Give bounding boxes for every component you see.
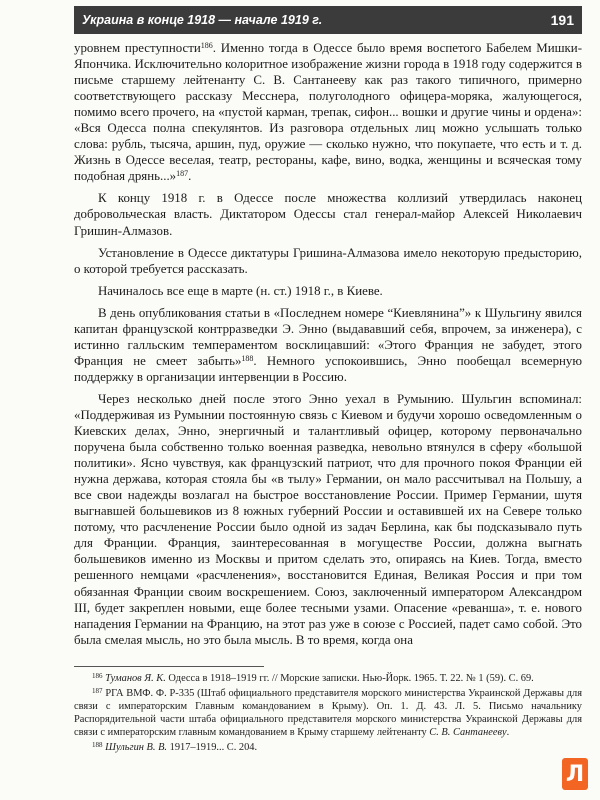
running-title: Украина в конце 1918 — начале 1919 г. bbox=[82, 13, 323, 27]
paragraph-5-text-b: . Немного успокоившись, Энно пообещал всемерную поддержку в организации интервенции в Россию. bbox=[74, 353, 582, 384]
footnote-number: 186 bbox=[92, 672, 103, 680]
footnote-188 bbox=[74, 741, 582, 754]
paragraph-1-text-b: . Именно тогда в Одессе было время воспетого Бабелем Мишки-Япончика. Исключительно колоритное изображение жизни города в 1918 году содержится в письме старшему лейтенанту С. В. Сантанееву как раз такого типичного, примерно соответствующего рассказу Месснера, полуголодного офицера-моряка, жалующегося, помимо всего прочего, на «пустой карман, трепак, сифон... вошки и другие чины и ордена»: «Вся Одесса полна спекулянтов. Из разговора отдельных лиц можно услышать только слова: рубль, тысяча, аршин, пуд, оружие — сколько нужно, что покупаете, что есть и т. д. Жизнь в Одессе веселая, театр, рестораны, кафе, вино, водка, женщины и всяческая тому подобная дрянь...» bbox=[74, 41, 582, 184]
paragraph-2: К концу 1918 г. в Одессе после множества коллизий утвердилась наконец добровольческая власть. Диктатором Одессы стал генерал-майор Алексей Николаевич Гришин-Алмазов. bbox=[74, 191, 582, 238]
publisher-logo-icon: Л bbox=[562, 758, 588, 790]
footnote-number: 188 bbox=[92, 741, 103, 749]
footnote-author: Туманов Я. К. bbox=[105, 673, 166, 684]
footnote-ref-187[interactable]: 187 bbox=[176, 169, 189, 179]
main-text bbox=[74, 40, 582, 648]
paragraph-4: Начиналось все еще в марте (н. ст.) 1918 г., в Киеве. bbox=[98, 283, 383, 298]
footnote-text: Одесса в 1918–1919 гг. // Морские записки. Нью-Йорк. 1965. Т. 22. № 1 (59). С. 69. bbox=[165, 673, 534, 684]
paragraph-5 bbox=[74, 305, 582, 385]
footnote-tail: . bbox=[506, 727, 510, 738]
footnote-text: РГА ВМФ. Ф. Р-335 (Штаб официального представителя морского министерства Украинской Державы для связи с императорским Главным командованием в Крыму). Оп. 1. Д. 43. Л. 5. Письмо начальнику Распорядительной части штаба официального представителя морского министерства Украинской Державы для связи с императорским главным командованием в Крыму старшему лейтенанту bbox=[74, 688, 582, 738]
page-number: 191 bbox=[550, 12, 574, 28]
footnote-text: 1917–1919... С. 204. bbox=[167, 742, 258, 753]
footnote-author: Шульгин В. В. bbox=[105, 742, 168, 753]
paragraph-1-text-c: . bbox=[188, 169, 192, 184]
footnote-187 bbox=[74, 687, 582, 739]
paragraph-6: Через несколько дней после этого Энно уехал в Румынию. Шульгин вспоминал: «Поддерживая из Румынии постоянную связь с Киевом и будучи хорошо осведомленным о Киевских делах, Энно, энергичный и талантливый офицер, которому первоначально поручена была собственно только военная разведка, невольно втянулся в сферу «большой политики». Ясно чувствуя, как французский патриот, что для прочного покоя Франции ей нужна держава, которая стояла бы «в тылу» Германии, он мало рассчитывал на Польшу, а все свои надежды возлагал на быстрое восстановление России. Пример Германии, шутя выгнавшей большевиков из 8 южных губерний России и оставившей их на Севере только потому, что расчленение России было одной из задач Берлина, как бы подсказывало путь для Франции. Франция, заинтересованная в могуществе России, должна выгнать большевиков именно из Москвы и притом сделать это, опираясь на Киев. Тогда, вместо решенного немцами «расчленения», восстановится Единая, Великая Россия и при том обязанная Франции своим воскрешением. Союз, заключенный императором Александром III, будет закреплен новыми, еще более тесными узами. Опасение «реванша», т. е. нового нападения Германии на Францию, на этот раз уже в союзе с Россией, падет само собой. Это была смелая мысль, но это была мысль. В то время, когда она bbox=[74, 391, 582, 647]
footnote-number: 187 bbox=[92, 687, 103, 695]
footnote-ref-186[interactable]: 186 bbox=[200, 41, 213, 50]
footnote-divider bbox=[74, 666, 264, 667]
footnote-italic-name: С. В. Сантанееву bbox=[429, 727, 507, 738]
paragraph-1 bbox=[74, 40, 582, 184]
paragraph-5-text-a: В день опубликования статьи в «Последнем номере “Киевлянина”» к Шульгину явился капитан французской контрразведки Э. Энно (выдававший себя, впрочем, за инженера), с истинно галльским темпераментом восклицавший: «Этого Франция не забудет, этого Франция не смеет забыть» bbox=[74, 305, 582, 368]
footnote-186 bbox=[74, 672, 582, 685]
footnote-ref-188[interactable]: 188 bbox=[241, 353, 254, 363]
footnotes bbox=[74, 672, 582, 756]
paragraph-1-text-a: уровнем преступности bbox=[74, 41, 201, 55]
paragraph-3: Установление в Одессе диктатуры Гришина-Алмазова имело некоторую предысторию, о которой требуется рассказать. bbox=[74, 245, 582, 276]
running-header bbox=[74, 6, 582, 34]
